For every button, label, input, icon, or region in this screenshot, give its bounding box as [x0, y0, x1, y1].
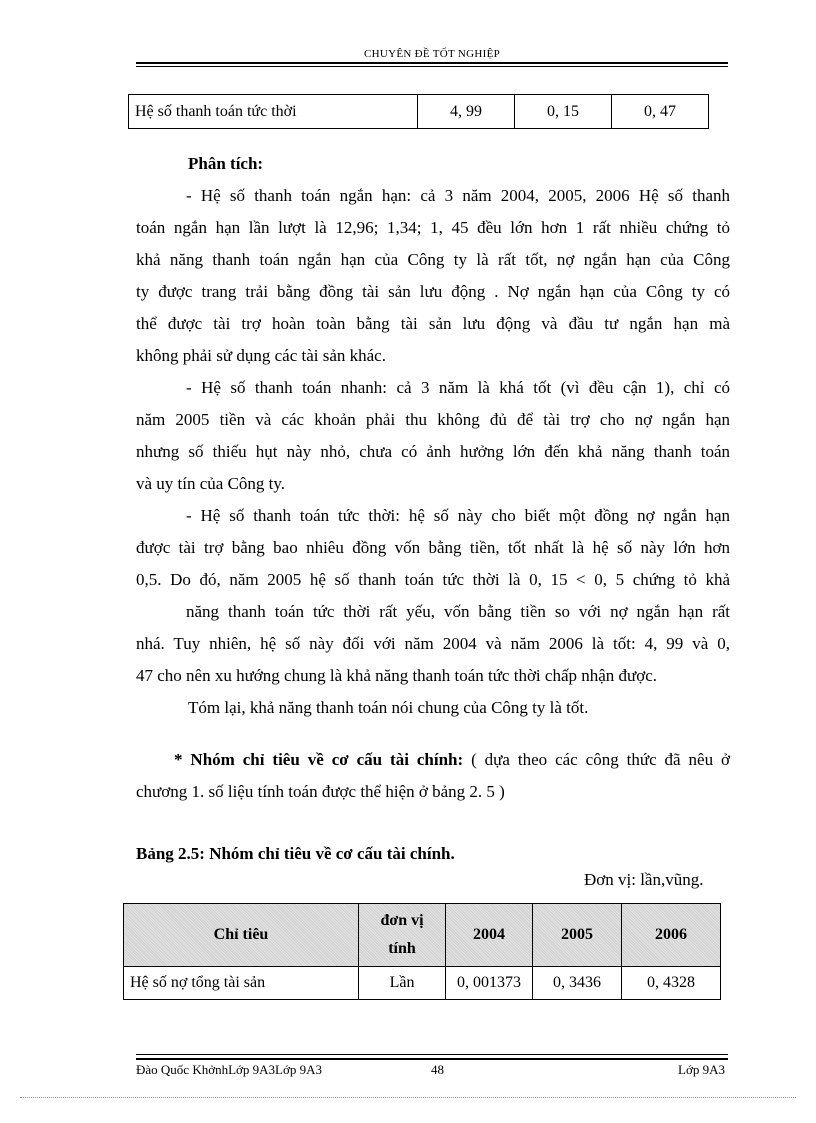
p2-line-2: năm 2005 tiền và các khoản phải thu không đủ để tài trợ cho nợ ngắn hạn — [136, 410, 730, 429]
group-text-1: ( dựa theo các công thức đã nêu ở — [463, 750, 730, 769]
value-2004: 4, 99 — [418, 95, 515, 129]
p1-line-6: không phải sử dụng các tài sản khác. — [136, 346, 386, 365]
row-unit: Lần — [359, 967, 446, 1000]
header-unit: đơn vị tính — [359, 904, 446, 967]
row-label: Hệ số nợ tổng tài sản — [124, 967, 359, 1000]
table-row — [129, 95, 709, 129]
p3-line-5: nhá. Tuy nhiên, hệ số này đối với năm 2004 và năm 2006 là tốt: 4, 99 và 0, — [136, 634, 730, 653]
table-row — [124, 967, 721, 1000]
footer-author: Đào Quốc KhởnhLớp 9A3Lớp 9A3 — [136, 1062, 322, 1077]
header-rule-thin — [136, 66, 728, 67]
p1-line-3: khả năng thanh toán ngắn hạn của Công ty là rất tốt, nợ ngắn hạn của Công — [136, 250, 730, 269]
table-header-row — [124, 904, 721, 967]
p3-line-1: - Hệ số thanh toán tức thời: hệ số này cho biết một đồng nợ ngắn hạn — [186, 506, 730, 525]
footer-rule — [136, 1058, 728, 1060]
footer-rule-thin — [136, 1054, 728, 1055]
header-rule — [136, 62, 728, 64]
page-header-title: CHUYÊN ĐỀ TỐT NGHIỆP — [363, 48, 501, 60]
p2-line-1: - Hệ số thanh toán nhanh: cả 3 năm là khá tốt (vì đều cận 1), chỉ có — [186, 378, 730, 397]
p3-line-2: được tài trợ bằng bao nhiêu đồng vốn bằng tiền, tốt nhất là hệ số này lớn hơn — [136, 538, 730, 557]
table-caption: Bảng 2.5: Nhóm chỉ tiêu về cơ cấu tài chính. — [136, 844, 455, 863]
row-label: Hệ số thanh toán tức thời — [129, 95, 418, 129]
value-2005: 0, 15 — [515, 95, 612, 129]
p1-line-5: thể được tài trợ hoàn toàn bằng tài sản lưu động và đầu tư ngắn hạn mà — [136, 314, 730, 333]
page-number: 48 — [431, 1062, 444, 1077]
group-line-1 — [136, 744, 730, 776]
header-2005: 2005 — [533, 904, 622, 967]
value-2006: 0, 4328 — [622, 967, 721, 1000]
page-bottom-border — [20, 1097, 796, 1098]
header-2004: 2004 — [446, 904, 533, 967]
footer-class: Lớp 9A3 — [678, 1062, 725, 1077]
group-section — [136, 744, 730, 808]
unit-label: Đơn vị: lần,vũng. — [584, 870, 704, 889]
analysis-section — [136, 148, 730, 724]
p2-line-4: và uy tín của Công ty. — [136, 474, 286, 493]
financial-structure-table — [123, 903, 721, 1000]
header-2006: 2006 — [622, 904, 721, 967]
value-2006: 0, 47 — [612, 95, 709, 129]
group-heading: * Nhóm chỉ tiêu về cơ cấu tài chính: — [174, 750, 464, 769]
value-2005: 0, 3436 — [533, 967, 622, 1000]
group-line-2: chương 1. số liệu tính toán được thể hiện ở bảng 2. 5 ) — [136, 782, 505, 801]
p1-line-1: - Hệ số thanh toán ngắn hạn: cả 3 năm 2004, 2005, 2006 Hệ số thanh — [186, 186, 730, 205]
p3-line-6: 47 cho nên xu hướng chung là khả năng thanh toán tức thời chấp nhận được. — [136, 666, 658, 685]
p2-line-3: nhưng số thiếu hụt này nhỏ, chưa có ảnh hưởng lớn đến khả năng thanh toán — [136, 442, 730, 461]
liquidity-table-continuation — [128, 94, 709, 129]
header-indicator: Chỉ tiêu — [124, 904, 359, 967]
p1-line-4: ty được trang trải bằng đồng tài sản lưu động . Nợ ngắn hạn của Công ty có — [136, 282, 730, 301]
analysis-heading: Phân tích: — [188, 154, 264, 173]
p1-line-2: toán ngắn hạn lần lượt là 12,96; 1,34; 1, 45 đều lớn hơn 1 rất nhiều chứng tỏ — [136, 218, 730, 237]
p3-line-3: 0,5. Do đó, năm 2005 hệ số thanh toán tức thời là 0, 15 < 0, 5 chứng tỏ khả — [136, 570, 730, 589]
p3-line-4: năng thanh toán tức thời rất yếu, vốn bằng tiền so với nợ ngắn hạn rất — [186, 602, 730, 621]
value-2004: 0, 001373 — [446, 967, 533, 1000]
summary-line: Tóm lại, khả năng thanh toán nói chung của Công ty là tốt. — [188, 698, 589, 717]
